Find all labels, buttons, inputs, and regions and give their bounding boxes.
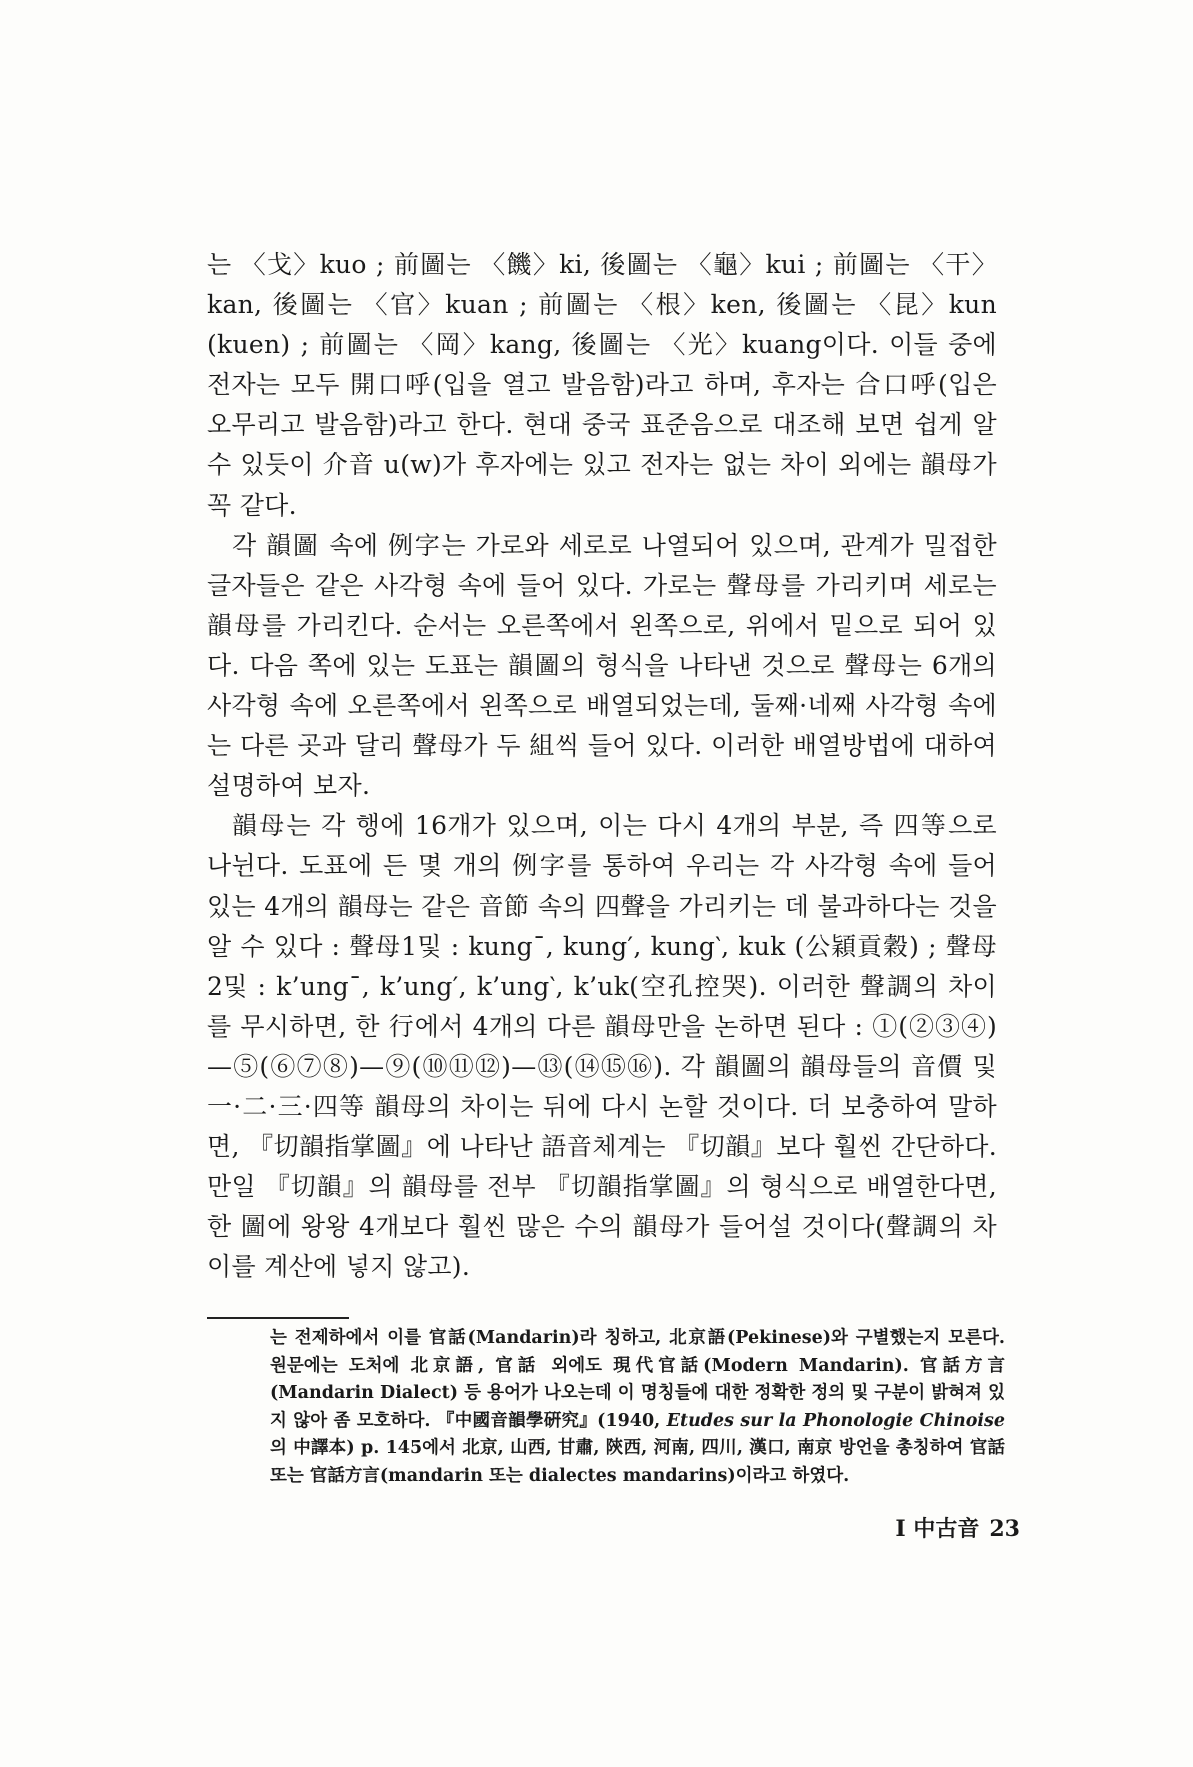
main-text	[207, 245, 997, 1287]
page-number: 23	[989, 1516, 1020, 1542]
chapter-label: I 中古音	[895, 1516, 980, 1542]
footnote-book-title: Etudes sur la Phonologie Chinoise	[666, 1410, 1005, 1431]
paragraph-3: 韻母는 각 행에 16개가 있으며, 이는 다시 4개의 부분, 즉 四等으로 나뉜다. 도표에 든 몇 개의 例字를 통하여 우리는 각 사각형 속에 들어 있는 4개의 韻母는 같은 音節 속의 四聲을 가리키는 데 불과하다는 것을 알 수 있다 : 聲母1및 : kung¯, kung′, kung‵, kuk (公穎貢穀) ; 聲母2및 : k’ung¯, k’ung′, k’ung‵, k’uk(空孔控哭). 이러한 聲調의 차이를 무시하면, 한 行에서 4개의 다른 韻母만을 논하면 된다 : ①(②③④)—⑤(⑥⑦⑧)—⑨(⑩⑪⑫)—⑬(⑭⑮⑯). 각 韻圖의 韻母들의 音價 및 一·二·三·四等 韻母의 차이는 뒤에 다시 논할 것이다. 더 보충하여 말하면, 『切韻指掌圖』에 나타난 語音체계는 『切韻』보다 훨씬 간단하다. 만일 『切韻』의 韻母를 전부 『切韻指掌圖』의 형식으로 배열한다면, 한 圖에 왕왕 4개보다 훨씬 많은 수의 韻母가 들어설 것이다(聲調의 차이를 계산에 넣지 않고).	[207, 811, 997, 1282]
paragraph-1: 는 〈戈〉kuo ; 前圖는 〈饑〉ki, 後圖는 〈龜〉kui ; 前圖는 〈干〉kan, 後圖는 〈官〉kuan ; 前圖는 〈根〉ken, 後圖는 〈昆〉kun (kuen) ; 前圖는 〈岡〉kang, 後圖는 〈光〉kuang이다. 이들 중에 전자는 모두 開口呼(입을 열고 발음함)라고 하며, 후자는 合口呼(입은 오무리고 발음함)라고 한다. 현대 중국 표준음으로 대조해 보면 쉽게 알 수 있듯이 介音 u(w)가 후자에는 있고 전자는 없는 차이 외에는 韻母가 꼭 같다.	[207, 250, 997, 520]
footnote	[270, 1325, 1005, 1491]
footnote-text-1: 는 전제하에서 이를 官話(Mandarin)라 칭하고, 北京語(Pekinese)와 구별했는지 모른다. 원문에는 도처에 北京語, 官話 외에도 現代官話(Modern Mandarin). 官話方言(Mandarin Dialect) 등 용어가 나오는데 이 명칭들에 대한 정확한 정의 및 구분이 밝혀져 있지 않아 좀 모호하다. 『中國音韻學硏究』(1940,	[270, 1328, 1005, 1431]
page-footer	[820, 1512, 1020, 1543]
paragraph-2: 각 韻圖 속에 例字는 가로와 세로로 나열되어 있으며, 관계가 밀접한 글자들은 같은 사각형 속에 들어 있다. 가로는 聲母를 가리키며 세로는 韻母를 가리킨다. 순서는 오른쪽에서 왼쪽으로, 위에서 밑으로 되어 있다. 다음 쪽에 있는 도표는 韻圖의 형식을 나타낸 것으로 聲母는 6개의 사각형 속에 오른쪽에서 왼쪽으로 배열되었는데, 둘째·네째 사각형 속에는 다른 곳과 달리 聲母가 두 組씩 들어 있다. 이러한 배열방법에 대하여 설명하여 보자.	[207, 530, 997, 801]
footnote-text-2: 의 中譯本) p. 145에서 北京, 山西, 甘肅, 陝西, 河南, 四川, 漢口, 南京 방언을 총칭하여 官話 또는 官話方言(mandarin 또는 dialectes mandarins)이라고 하였다.	[270, 1438, 1005, 1486]
footnote-divider	[207, 1317, 349, 1319]
